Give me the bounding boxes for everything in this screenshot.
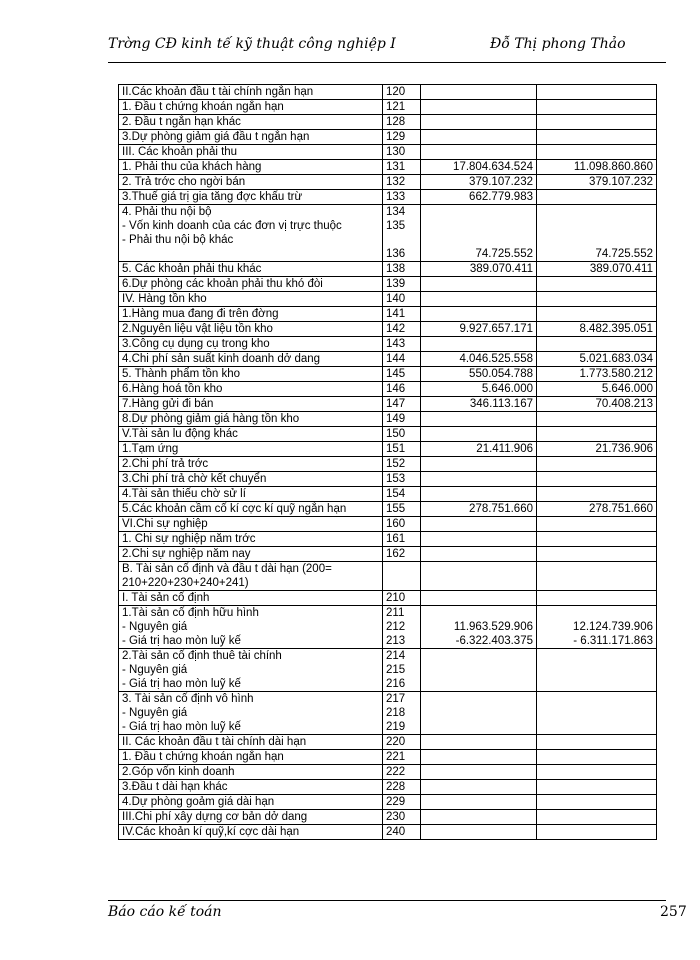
row-begin-value	[421, 130, 537, 145]
row-end-value: 74.725.552	[537, 205, 657, 262]
row-begin-value	[421, 307, 537, 322]
row-code: 134 135 136	[383, 205, 421, 262]
row-code: 214 215 216	[383, 649, 421, 692]
row-code: 230	[383, 810, 421, 825]
row-code: 138	[383, 262, 421, 277]
row-end-value: 1.773.580.212	[537, 367, 657, 382]
table-row	[119, 591, 657, 606]
row-begin-value	[421, 810, 537, 825]
row-label: 8.Dự phòng giảm giá hàng tồn kho	[119, 412, 383, 427]
row-label: I. Tài sản cố định	[119, 591, 383, 606]
row-code: 145	[383, 367, 421, 382]
page-header	[108, 36, 668, 60]
row-code: 143	[383, 337, 421, 352]
row-label: 2. Đầu t ngắn hạn khác	[119, 115, 383, 130]
table-row	[119, 307, 657, 322]
row-code: 155	[383, 502, 421, 517]
table-row	[119, 277, 657, 292]
table-row	[119, 750, 657, 765]
row-begin-value	[421, 145, 537, 160]
row-end-value	[537, 780, 657, 795]
row-code: 217 218 219	[383, 692, 421, 735]
row-begin-value	[421, 412, 537, 427]
table-row	[119, 262, 657, 277]
table-row	[119, 472, 657, 487]
row-code: 229	[383, 795, 421, 810]
row-label: 4.Chi phí sản suất kinh doanh dở dang	[119, 352, 383, 367]
row-code: 240	[383, 825, 421, 840]
table-row	[119, 735, 657, 750]
row-end-value	[537, 532, 657, 547]
row-label: 1.Tài sản cố định hữu hình - Nguyên giá - Giá trị hao mòn luỹ kế	[119, 606, 383, 649]
row-begin-value	[421, 765, 537, 780]
row-end-value	[537, 591, 657, 606]
table-row	[119, 367, 657, 382]
row-code: 132	[383, 175, 421, 190]
row-begin-value	[421, 292, 537, 307]
row-label: V.Tài sản lu động khác	[119, 427, 383, 442]
row-end-value	[537, 190, 657, 205]
row-label: 3. Tài sản cố định vô hình - Nguyên giá - Giá trị hao mòn luỹ kế	[119, 692, 383, 735]
balance-sheet-body	[119, 85, 657, 840]
row-code: 128	[383, 115, 421, 130]
table-row	[119, 190, 657, 205]
row-begin-value	[421, 795, 537, 810]
row-code: 210	[383, 591, 421, 606]
row-label: 1.Hàng mua đang đi trên đờng	[119, 307, 383, 322]
table-row	[119, 382, 657, 397]
row-end-value	[537, 337, 657, 352]
row-end-value: 12.124.739.906 - 6.311.171.863	[537, 606, 657, 649]
table-row	[119, 427, 657, 442]
row-label: 1.Tạm ứng	[119, 442, 383, 457]
row-end-value: 5.646.000	[537, 382, 657, 397]
row-begin-value	[421, 472, 537, 487]
row-end-value	[537, 145, 657, 160]
row-begin-value: 11.963.529.906 -6.322.403.375	[421, 606, 537, 649]
table-row	[119, 606, 657, 649]
row-label: IV. Hàng tồn kho	[119, 292, 383, 307]
report-title: Báo cáo kế toán	[108, 904, 222, 920]
table-row	[119, 292, 657, 307]
table-row	[119, 412, 657, 427]
row-label: II.Các khoản đầu t tài chính ngắn hạn	[119, 85, 383, 100]
row-begin-value	[421, 427, 537, 442]
table-row	[119, 692, 657, 735]
row-label: 2. Trả trớc cho ngời bán	[119, 175, 383, 190]
row-code: 147	[383, 397, 421, 412]
row-label: 1. Đầu t chứng khoán ngắn hạn	[119, 100, 383, 115]
row-end-value	[537, 130, 657, 145]
table-row	[119, 502, 657, 517]
row-label: 5. Các khoản phải thu khác	[119, 262, 383, 277]
row-end-value	[537, 649, 657, 692]
row-begin-value	[421, 277, 537, 292]
row-code: 152	[383, 457, 421, 472]
row-label: IV.Các khoản kí quỹ,kí cợc dài hạn	[119, 825, 383, 840]
row-end-value	[537, 765, 657, 780]
row-begin-value	[421, 487, 537, 502]
row-code: 130	[383, 145, 421, 160]
row-end-value: 389.070.411	[537, 262, 657, 277]
row-label: 2.Chi phí trả trớc	[119, 457, 383, 472]
table-row	[119, 337, 657, 352]
row-code: 153	[383, 472, 421, 487]
row-code: 141	[383, 307, 421, 322]
table-row	[119, 175, 657, 190]
row-label: 1. Đầu t chứng khoán ngắn hạn	[119, 750, 383, 765]
footer-rule	[108, 900, 666, 901]
table-row	[119, 352, 657, 367]
row-label: 2.Chi sự nghiệp năm nay	[119, 547, 383, 562]
row-end-value	[537, 547, 657, 562]
row-code: 151	[383, 442, 421, 457]
row-label: B. Tài sản cố định và đầu t dài hạn (200= 210+220+230+240+241)	[119, 562, 383, 591]
row-label: 2.Nguyên liệu vật liệu tồn kho	[119, 322, 383, 337]
row-end-value	[537, 692, 657, 735]
row-begin-value: 389.070.411	[421, 262, 537, 277]
table-row	[119, 547, 657, 562]
row-begin-value: 550.054.788	[421, 367, 537, 382]
row-begin-value	[421, 750, 537, 765]
table-row	[119, 517, 657, 532]
table-row	[119, 397, 657, 412]
row-code: 228	[383, 780, 421, 795]
table-row	[119, 205, 657, 262]
table-row	[119, 457, 657, 472]
row-code: 140	[383, 292, 421, 307]
row-begin-value: 74.725.552	[421, 205, 537, 262]
row-code: 220	[383, 735, 421, 750]
row-label: 3.Công cụ dụng cụ trong kho	[119, 337, 383, 352]
table-row	[119, 442, 657, 457]
row-label: 2.Tài sản cố định thuê tài chính - Nguyên giá - Giá trị hao mòn luỹ kế	[119, 649, 383, 692]
row-end-value	[537, 292, 657, 307]
author-name: Đỗ Thị phong Thảo	[490, 36, 626, 52]
row-begin-value	[421, 780, 537, 795]
row-end-value	[537, 427, 657, 442]
row-end-value: 8.482.395.051	[537, 322, 657, 337]
row-end-value: 11.098.860.860	[537, 160, 657, 175]
row-label: II. Các khoản đầu t tài chính dài hạn	[119, 735, 383, 750]
row-label: 5. Thành phẩm tồn kho	[119, 367, 383, 382]
row-label: 7.Hàng gửi đi bán	[119, 397, 383, 412]
table-row	[119, 649, 657, 692]
row-end-value	[537, 100, 657, 115]
row-label: VI.Chi sự nghiệp	[119, 517, 383, 532]
row-end-value	[537, 412, 657, 427]
table-row	[119, 825, 657, 840]
row-code: 149	[383, 412, 421, 427]
row-end-value	[537, 562, 657, 591]
row-label: III.Chi phí xây dựng cơ bản dở dang	[119, 810, 383, 825]
row-label: 1. Chi sự nghiệp năm trớc	[119, 532, 383, 547]
row-code: 150	[383, 427, 421, 442]
row-end-value	[537, 735, 657, 750]
page-footer	[108, 904, 688, 928]
table-row	[119, 810, 657, 825]
row-code: 142	[383, 322, 421, 337]
row-end-value: 379.107.232	[537, 175, 657, 190]
row-code	[383, 562, 421, 591]
row-end-value	[537, 472, 657, 487]
row-begin-value	[421, 591, 537, 606]
row-begin-value: 662.779.983	[421, 190, 537, 205]
table-row	[119, 322, 657, 337]
row-code: 139	[383, 277, 421, 292]
row-label: 2.Góp vốn kinh doanh	[119, 765, 383, 780]
row-code: 146	[383, 382, 421, 397]
row-begin-value: 17.804.634.524	[421, 160, 537, 175]
row-end-value	[537, 825, 657, 840]
row-begin-value: 5.646.000	[421, 382, 537, 397]
row-begin-value	[421, 337, 537, 352]
row-end-value: 278.751.660	[537, 502, 657, 517]
row-end-value	[537, 810, 657, 825]
table-row	[119, 795, 657, 810]
table-row	[119, 115, 657, 130]
table-row	[119, 160, 657, 175]
row-end-value: 70.408.213	[537, 397, 657, 412]
table-row	[119, 562, 657, 591]
row-code: 160	[383, 517, 421, 532]
table-row	[119, 487, 657, 502]
row-begin-value	[421, 735, 537, 750]
row-end-value	[537, 795, 657, 810]
row-begin-value: 278.751.660	[421, 502, 537, 517]
balance-sheet-table	[118, 84, 657, 840]
row-begin-value	[421, 825, 537, 840]
row-end-value: 5.021.683.034	[537, 352, 657, 367]
row-end-value	[537, 307, 657, 322]
row-code: 121	[383, 100, 421, 115]
table-row	[119, 765, 657, 780]
row-label: 6.Hàng hoá tồn kho	[119, 382, 383, 397]
row-code: 144	[383, 352, 421, 367]
row-begin-value: 9.927.657.171	[421, 322, 537, 337]
row-code: 161	[383, 532, 421, 547]
row-label: 3.Đầu t dài hạn khác	[119, 780, 383, 795]
row-begin-value	[421, 100, 537, 115]
row-end-value	[537, 750, 657, 765]
table-row	[119, 130, 657, 145]
row-code: 211 212 213	[383, 606, 421, 649]
row-end-value	[537, 517, 657, 532]
row-code: 221	[383, 750, 421, 765]
row-code: 133	[383, 190, 421, 205]
row-code: 131	[383, 160, 421, 175]
row-code: 120	[383, 85, 421, 100]
row-begin-value	[421, 457, 537, 472]
row-begin-value	[421, 547, 537, 562]
row-label: 5.Các khoản cầm cố kí cợc kí quỹ ngắn hạn	[119, 502, 383, 517]
row-begin-value: 346.113.167	[421, 397, 537, 412]
row-label: III. Các khoản phải thu	[119, 145, 383, 160]
row-label: 4.Dự phòng goảm giá dài hạn	[119, 795, 383, 810]
row-end-value	[537, 115, 657, 130]
row-begin-value	[421, 517, 537, 532]
row-label: 3.Dự phòng giảm giá đầu t ngắn hạn	[119, 130, 383, 145]
school-name: Trờng CĐ kinh tế kỹ thuật công nghiệp I	[108, 36, 396, 52]
row-label: 4. Phải thu nội bộ - Vốn kinh doanh của các đơn vị trực thuộc - Phải thu nội bộ khác	[119, 205, 383, 262]
row-begin-value	[421, 562, 537, 591]
page-number: 257	[660, 904, 687, 920]
table-row	[119, 85, 657, 100]
row-end-value: 21.736.906	[537, 442, 657, 457]
row-begin-value: 21.411.906	[421, 442, 537, 457]
table-row	[119, 532, 657, 547]
row-end-value	[537, 487, 657, 502]
row-begin-value	[421, 649, 537, 692]
header-rule	[108, 62, 666, 63]
row-code: 222	[383, 765, 421, 780]
row-label: 4.Tài sản thiếu chờ sử lí	[119, 487, 383, 502]
row-end-value	[537, 277, 657, 292]
row-begin-value	[421, 532, 537, 547]
row-end-value	[537, 457, 657, 472]
row-begin-value	[421, 692, 537, 735]
row-code: 129	[383, 130, 421, 145]
row-begin-value	[421, 115, 537, 130]
table-row	[119, 780, 657, 795]
row-begin-value	[421, 85, 537, 100]
row-code: 154	[383, 487, 421, 502]
table-row	[119, 145, 657, 160]
table-row	[119, 100, 657, 115]
row-label: 6.Dự phòng các khoản phải thu khó đòi	[119, 277, 383, 292]
row-label: 3.Chi phí trả chờ kết chuyển	[119, 472, 383, 487]
row-begin-value: 4.046.525.558	[421, 352, 537, 367]
row-code: 162	[383, 547, 421, 562]
row-begin-value: 379.107.232	[421, 175, 537, 190]
row-end-value	[537, 85, 657, 100]
row-label: 3.Thuế giá trị gia tăng đợc khấu trừ	[119, 190, 383, 205]
row-label: 1. Phải thu của khách hàng	[119, 160, 383, 175]
